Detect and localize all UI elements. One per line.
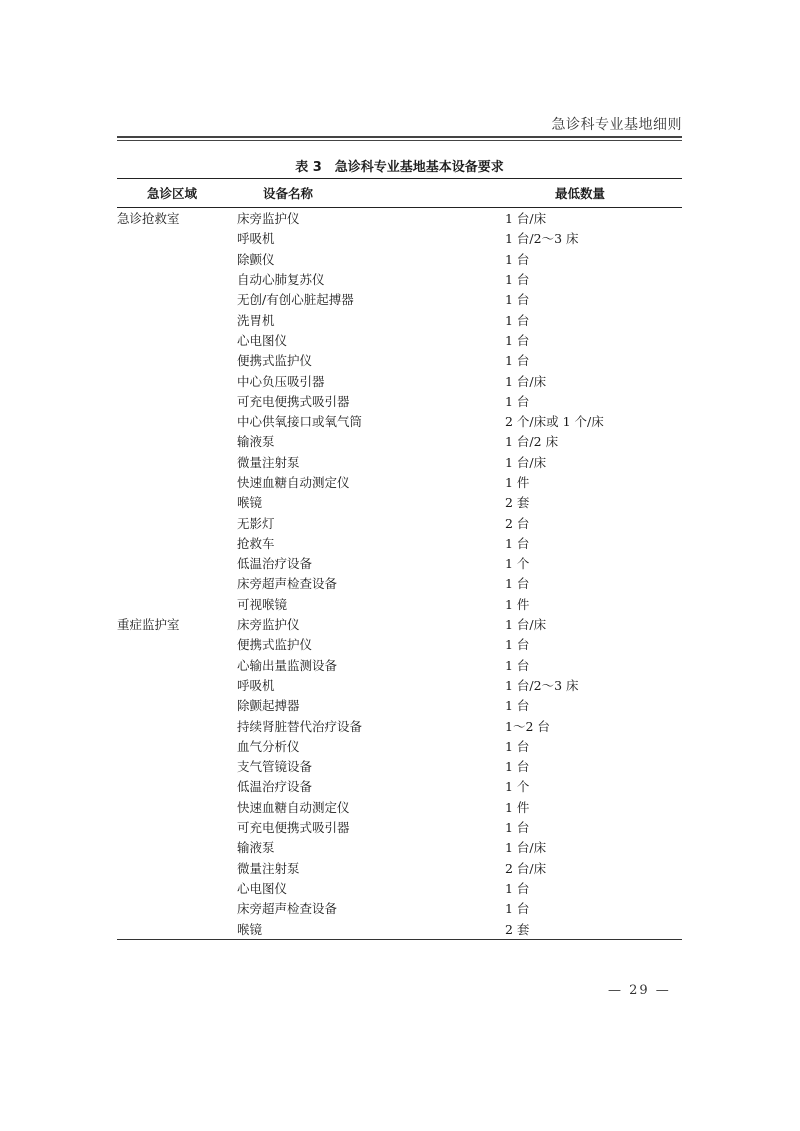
table-row: [117, 715, 682, 735]
table-row: [117, 756, 682, 776]
equipment-cell: 快速血糖自动测定仪: [237, 475, 350, 490]
area-cell: [117, 391, 237, 411]
quantity-cell: 1 台: [505, 312, 530, 328]
area-cell: [117, 431, 237, 451]
table-row: [117, 512, 682, 532]
table-row: [117, 898, 682, 918]
equipment-cell: 洗胃机: [237, 312, 275, 328]
area-cell: [117, 269, 237, 289]
running-head: 急诊科专业基地细则: [551, 117, 682, 133]
table-row: [117, 797, 682, 817]
table-row: [117, 878, 682, 898]
area-cell: [117, 573, 237, 593]
area-cell: [117, 228, 237, 248]
table-row: [117, 391, 682, 411]
quantity-cell: 1 台: [505, 332, 530, 348]
quantity-cell: 1 台/2 床: [505, 434, 559, 450]
table-row: [117, 370, 682, 390]
quantity-cell: 2 台/床: [505, 860, 547, 876]
table-row: [117, 736, 682, 756]
table-row: [117, 675, 682, 695]
equipment-table: [117, 178, 682, 940]
area-cell: [117, 918, 237, 939]
table-row: [117, 918, 682, 939]
equipment-cell: 持续肾脏替代治疗设备: [237, 718, 363, 734]
area-cell: [117, 675, 237, 695]
equipment-cell: 便携式监护仪: [237, 353, 313, 369]
page-number: — 29 —: [608, 983, 671, 998]
table-row: [117, 269, 682, 289]
equipment-cell: 输液泵: [237, 840, 275, 856]
table-row: [117, 431, 682, 451]
area-cell: [117, 594, 237, 614]
area-cell: 急诊抢救室: [117, 211, 180, 227]
quantity-cell: 1 台: [505, 292, 530, 308]
equipment-cell: 自动心肺复苏仪: [237, 272, 325, 288]
area-cell: [117, 289, 237, 309]
quantity-cell: 1 件: [505, 596, 530, 612]
equipment-cell: 中心供氧接口或氧气筒: [237, 414, 363, 430]
quantity-cell: 1 台/床: [505, 454, 547, 470]
area-cell: [117, 512, 237, 532]
quantity-cell: 1 台: [505, 698, 530, 714]
area-cell: [117, 370, 237, 390]
table-body: [117, 208, 682, 940]
header-quantity: 最低数量: [505, 179, 682, 208]
table-row: [117, 614, 682, 634]
equipment-cell: 中心负压吸引器: [237, 373, 325, 389]
equipment-cell: 快速血糖自动测定仪: [237, 799, 350, 815]
area-cell: [117, 472, 237, 492]
area-cell: [117, 858, 237, 878]
area-cell: [117, 736, 237, 756]
table-row: [117, 452, 682, 472]
table-row: [117, 634, 682, 654]
table-title: 表 3 急诊科专业基地基本设备要求: [295, 160, 504, 175]
quantity-cell: 1 件: [505, 799, 530, 815]
equipment-cell: 无创/有创心脏起搏器: [237, 292, 354, 308]
header-area: 急诊区域: [117, 179, 237, 208]
equipment-cell: 无影灯: [237, 515, 275, 531]
quantity-cell: 1 个: [505, 779, 530, 795]
table-row: [117, 472, 682, 492]
table-row: [117, 533, 682, 553]
equipment-cell: 床旁超声检查设备: [237, 576, 338, 592]
area-cell: [117, 330, 237, 350]
quantity-cell: 1 台: [505, 393, 530, 409]
table-row: [117, 695, 682, 715]
equipment-cell: 除颤仪: [237, 251, 275, 267]
area-cell: [117, 898, 237, 918]
quantity-cell: 1 台: [505, 535, 530, 551]
equipment-cell: 便携式监护仪: [237, 637, 313, 653]
table-row: [117, 837, 682, 857]
quantity-cell: 1 台/2～3 床: [505, 677, 579, 693]
equipment-cell: 血气分析仪: [237, 738, 300, 754]
table-row: [117, 249, 682, 269]
table-row: [117, 309, 682, 329]
area-cell: [117, 715, 237, 735]
area-cell: [117, 350, 237, 370]
equipment-cell: 低温治疗设备: [237, 779, 313, 795]
equipment-cell: 可视喉镜: [237, 596, 288, 612]
area-cell: [117, 492, 237, 512]
area-cell: [117, 553, 237, 573]
area-cell: [117, 249, 237, 269]
area-cell: [117, 533, 237, 553]
header-rule: [117, 136, 682, 141]
table-row: [117, 573, 682, 593]
table-row: [117, 553, 682, 573]
area-cell: [117, 452, 237, 472]
quantity-cell: 1 台: [505, 353, 530, 369]
quantity-cell: 1～2 台: [505, 718, 550, 734]
quantity-cell: 1 台/2～3 床: [505, 231, 579, 247]
quantity-cell: 1 台: [505, 738, 530, 754]
equipment-cell: 低温治疗设备: [237, 556, 313, 572]
area-cell: [117, 776, 237, 796]
equipment-cell: 可充电便携式吸引器: [237, 393, 350, 409]
area-cell: [117, 837, 237, 857]
area-cell: [117, 634, 237, 654]
quantity-cell: 1 个: [505, 556, 530, 572]
area-cell: [117, 655, 237, 675]
quantity-cell: 1 台: [505, 657, 530, 673]
table-header-row: [117, 179, 682, 208]
equipment-cell: 可充电便携式吸引器: [237, 820, 350, 836]
equipment-cell: 除颤起搏器: [237, 698, 300, 714]
quantity-cell: 1 台: [505, 901, 530, 917]
equipment-cell: 抢救车: [237, 535, 275, 551]
quantity-cell: 1 台: [505, 251, 530, 267]
equipment-cell: 床旁监护仪: [237, 211, 300, 227]
table-row: [117, 655, 682, 675]
area-cell: [117, 756, 237, 776]
equipment-table-container: [117, 178, 682, 940]
equipment-cell: 床旁超声检查设备: [237, 901, 338, 917]
quantity-cell: 1 台: [505, 880, 530, 896]
area-cell: [117, 695, 237, 715]
table-row: [117, 330, 682, 350]
quantity-cell: 1 台: [505, 637, 530, 653]
area-cell: 重症监护室: [117, 617, 180, 633]
quantity-cell: 1 台: [505, 272, 530, 288]
area-cell: [117, 817, 237, 837]
table-row: [117, 228, 682, 248]
quantity-cell: 1 台/床: [505, 840, 547, 856]
table-row: [117, 492, 682, 512]
equipment-cell: 心输出量监测设备: [237, 657, 338, 673]
table-row: [117, 594, 682, 614]
quantity-cell: 1 台: [505, 576, 530, 592]
equipment-cell: 心电图仪: [237, 332, 288, 348]
table-row: [117, 858, 682, 878]
table-row: [117, 208, 682, 229]
equipment-cell: 支气管镜设备: [237, 759, 313, 775]
equipment-cell: 喉镜: [237, 495, 263, 511]
quantity-cell: 1 台/床: [505, 373, 547, 389]
area-cell: [117, 797, 237, 817]
equipment-cell: 输液泵: [237, 434, 275, 450]
equipment-cell: 呼吸机: [237, 677, 275, 693]
equipment-cell: 心电图仪: [237, 880, 288, 896]
quantity-cell: 2 个/床或 1 个/床: [505, 414, 604, 430]
area-cell: [117, 309, 237, 329]
quantity-cell: 1 件: [505, 475, 530, 490]
quantity-cell: 2 套: [505, 918, 682, 939]
quantity-cell: 2 台: [505, 515, 530, 531]
quantity-cell: 1 台/床: [505, 211, 547, 227]
equipment-cell: 呼吸机: [237, 231, 275, 247]
table-row: [117, 350, 682, 370]
table-row: [117, 411, 682, 431]
table-row: [117, 817, 682, 837]
quantity-cell: 2 套: [505, 495, 530, 511]
quantity-cell: 1 台: [505, 759, 530, 775]
quantity-cell: 1 台/床: [505, 617, 547, 633]
area-cell: [117, 411, 237, 431]
equipment-cell: 喉镜: [237, 918, 505, 939]
equipment-cell: 床旁监护仪: [237, 617, 300, 633]
quantity-cell: 1 台: [505, 820, 530, 836]
equipment-cell: 微量注射泵: [237, 860, 300, 876]
equipment-cell: 微量注射泵: [237, 454, 300, 470]
area-cell: [117, 878, 237, 898]
header-equipment: 设备名称: [237, 179, 505, 208]
table-row: [117, 289, 682, 309]
table-row: [117, 776, 682, 796]
